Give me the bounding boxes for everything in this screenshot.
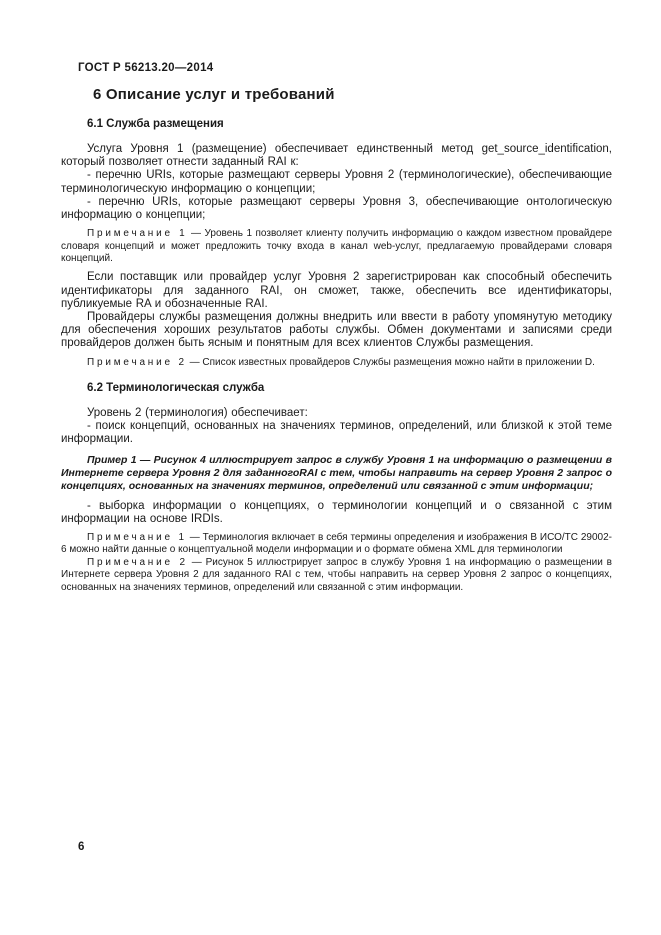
note-text: — Список известных провайдеров Службы размещения можно найти в приложении D. [189,356,595,368]
subsection-heading-6-1: 6.1 Служба размещения [87,118,224,130]
section-heading: 6 Описание услуг и требований [93,86,335,103]
list-item-uris-level2: - перечню URIs, которые размещают серверы Уровня 2 (терминологические), обеспечивающие терминологическую информацию о концепции; [61,169,612,195]
note-text: — Уровень 1 позволяет клиенту получить информацию о каждом известном провайдере словаря концепций и может предложить точку входа в канал web-услуг, предлагаемую провайдерами словаря концепций. [61,228,613,265]
note-1-terminology [61,532,612,557]
note-text: — Терминология включает в себя термины определения и изображения В ИСО/ТС 29002-6 можно найти данные о концептуальной модели информации и о формате обмена XML для терминологии [61,532,612,556]
note-label: Примечание 2 [87,356,187,368]
list-item-concept-selection: - выборка информации о концепциях, о терминологии концепций и о связанной с этим информации на основе IRDIs. [61,499,612,525]
paragraph-level1-service: Услуга Уровня 1 (размещение) обеспечивает единственный метод get_source_identification, который позволяет отнести заданный RAI к: [61,143,612,169]
note-label: Примечание 2 [87,556,188,568]
subsection-heading-6-2: 6.2 Терминологическая служба [87,382,265,395]
note-text: — Рисунок 5 иллюстрирует запрос в службу Уровня 1 на информацию о размещении в Интернете сервера Уровня 2 для заданного RAI с тем, чтобы направить на сервер Уровня 2 запрос о концепциях, основанных на значениях терминов, определений или связанной с этим информации. [61,556,612,593]
paragraph-hosting-providers: Провайдеры службы размещения должны внедрить или ввести в работу упомянутую методику для обеспечения хороших результатов работы службы. Обмен документами и записями среди провайдеров должен быть ясным и понятным для всех клиентов Службы размещения. [61,311,612,350]
paragraph-level2-provides: Уровень 2 (терминология) обеспечивает: [87,407,308,420]
running-header: ГОСТ Р 56213.20—2014 [78,62,214,74]
page-number: 6 [78,841,85,853]
note-label: Примечание 1 [87,532,187,544]
note-2-terminology [61,557,612,594]
note-2-hosting [61,357,612,369]
note-label: Примечание 1 [87,228,188,240]
list-item-concept-search: - поиск концепций, основанных на значениях терминов, определений, или близкой к этой теме информации. [61,420,612,446]
paragraph-provider-registration: Если поставщик или провайдер услуг Уровня 2 зарегистрирован как способный обеспечить идентификаторы для заданного RAI, он сможет, также, обеспечить все идентификаторы, публикуемые RA и обозначенные RAI. [61,271,612,310]
note-1-hosting [61,228,612,265]
list-item-uris-level3: - перечню URIs, которые размещают серверы Уровня 3, обеспечивающие онтологическую информацию о концепции; [61,195,612,222]
example-1: Пример 1 — Рисунок 4 иллюстрирует запрос в службу Уровня 1 на информацию о размещении в Интернете сервера Уровня 2 для заданногоRAI с тем, чтобы направить на сервер Уровня 2 запрос о концепциях, основанных на значениях терминов, определений или связанной с этим информации; [61,453,612,492]
page-content [61,86,612,600]
